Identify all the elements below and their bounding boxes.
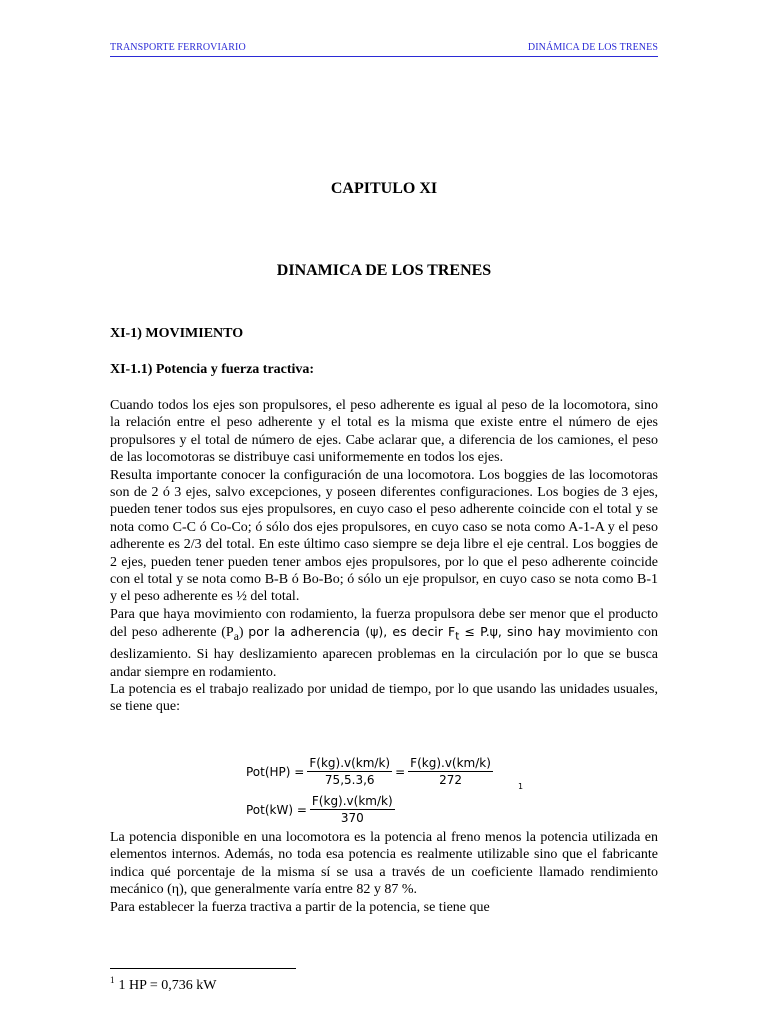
paragraph-3 <box>110 606 658 681</box>
chapter-title: DINAMICA DE LOS TRENES <box>276 262 492 279</box>
running-header <box>110 42 658 53</box>
formula-1-numerator-2: F(kg).v(km/k) <box>410 756 491 770</box>
paragraph-5: La potencia disponible en una locomotora es la potencia al freno menos la potencia utilizada en elementos internos. Además, no toda esa potencia es realmente utilizable sino que el fabricante indica qué porcentaje de la misma sí se usa a través de un coeficiente llamado rendimiento mecánico (η), que generalmente varía entre 82 y 87 %. <box>110 830 658 898</box>
p3-text-c: movimiento con deslizamiento. Si hay deslizamiento aparecen problemas en la circulación por lo que se busca andar siempre en rodamiento. <box>110 625 658 680</box>
formula-1-footnote-mark: 1 <box>518 782 524 791</box>
formula-1-numerator-1: F(kg).v(km/k) <box>309 756 391 770</box>
formula-1-lhs: Pot(HP) = <box>246 764 305 779</box>
formula-1-fraction-1 <box>307 756 392 787</box>
header-right: DINÁMICA DE LOS TRENES <box>527 42 658 53</box>
footnote-rule <box>110 968 296 969</box>
formula-1-equals: = <box>395 764 406 779</box>
p3-sans-b: ≤ P.ψ, sino hay <box>459 624 561 640</box>
body-text <box>110 397 658 716</box>
p3-text-b: ) <box>238 625 249 641</box>
p3-sans-text <box>248 624 561 643</box>
footnote-text: 1 HP = 0,736 kW <box>118 978 217 993</box>
p3-sans-a: por la adherencia (ψ), es decir F <box>248 624 456 640</box>
chapter-number: CAPITULO XI <box>330 180 438 197</box>
header-rule <box>110 56 658 57</box>
body-text-continued <box>110 829 658 916</box>
subsection-heading: XI-1.1) Potencia y fuerza tractiva: <box>110 362 315 377</box>
section-heading: XI-1) MOVIMIENTO <box>110 326 244 341</box>
formula-1-denominator-1: 75,5.3,6 <box>324 773 375 787</box>
paragraph-2: Resulta importante conocer la configuración de una locomotora. Los boggies de las locomotoras son de 2 ó 3 ejes, salvo excepciones, y poseen diferentes configuraciones. Los bogies de 3 ejes, pueden tener todos sus ejes propulsores, en cuyo caso el peso adherente coincide con el total y se nota como C-C ó Co-Co; ó sólo dos ejes propulsores, en cuyo caso se nota como A-1-A y el peso adherente es 2/3 del total. En este último caso siempre se deja libre el eje central. Los boggies de 2 ejes, pueden tener pueden tener ambos ejes propulsores, por lo que el peso adherente coincide con el total y se nota como B-B ó Bo-Bo; ó sólo un eje propulsor, en cuyo caso se nota como B-1 y el peso adherente es ½ del total. <box>110 467 658 605</box>
formula-power-hp <box>246 756 496 787</box>
formula-2-denominator: 370 <box>340 811 364 825</box>
header-left: TRANSPORTE FERROVIARIO <box>110 42 246 53</box>
paragraph-1: Cuando todos los ejes son propulsores, el peso adherente es igual al peso de la locomotora, sino la relación entre el peso adherente y el total es la misma que existe entre el número de ejes propulsores y el total de número de ejes. Cabe aclarar que, a diferencia de los camiones, el peso de las locomotoras se distribuye casi uniformemente en todos los ejes. <box>110 398 658 466</box>
footnote-mark: 1 <box>110 975 115 985</box>
formula-power-kw <box>246 794 398 825</box>
formula-1-fraction-2 <box>408 756 493 787</box>
p3-sans-subscript: t <box>455 630 460 643</box>
p3-text-a: Para que haya movimiento con rodamiento, la fuerza propulsora debe ser menor que el producto del peso adherente (P <box>110 606 658 641</box>
footnote <box>110 975 217 994</box>
formula-2-fraction <box>310 794 395 825</box>
paragraph-6: Para establecer la fuerza tractiva a partir de la potencia, se tiene que <box>110 899 490 915</box>
paragraph-4: La potencia es el trabajo realizado por unidad de tiempo, por lo que usando las unidades usuales, se tiene que: <box>110 682 658 715</box>
formula-2-numerator: F(kg).v(km/k) <box>311 794 393 808</box>
formula-1-denominator-2: 272 <box>439 773 462 787</box>
p3-subscript: a <box>233 630 239 644</box>
formula-2-lhs: Pot(kW) = <box>246 802 307 817</box>
